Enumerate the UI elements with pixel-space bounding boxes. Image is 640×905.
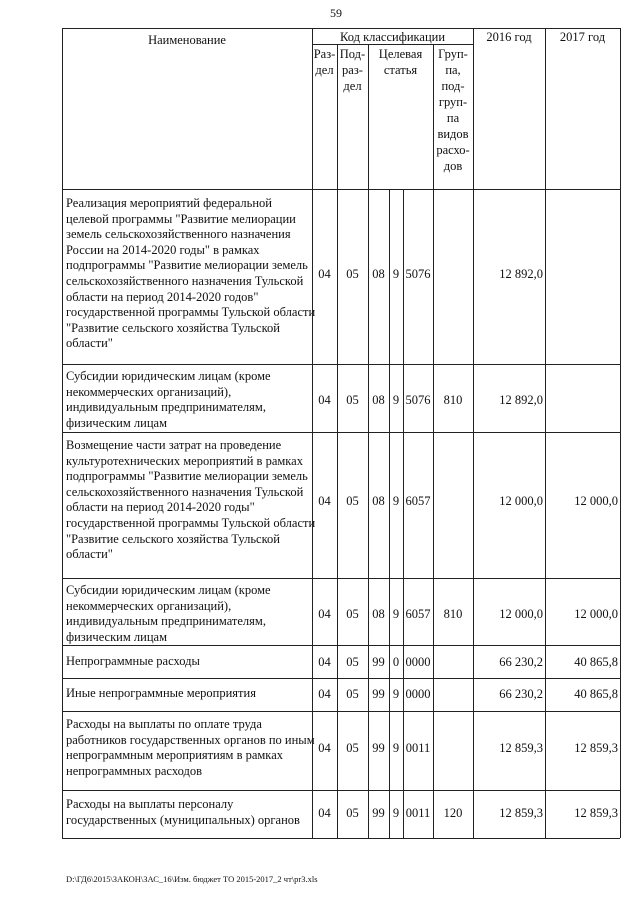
cell-vid-rashodov: 810 (443, 393, 463, 407)
cell-amount-2016: 66 230,2 (499, 687, 543, 701)
cell-celevaya-direction: 0000 (405, 655, 431, 669)
cell-celevaya-sub: 0 (392, 655, 400, 669)
cell-celevaya-program: 08 (372, 393, 385, 407)
cell-vid-rashodov: 810 (443, 607, 463, 621)
row-name: Расходы на выплаты по оплате труда работников государственных органов по иным непрограммным мероприятиям в рамках непрограммных расходов (66, 717, 315, 778)
cell-amount-2016: 12 000,0 (499, 607, 543, 621)
table-rule (62, 189, 620, 190)
table-rule (337, 44, 338, 838)
header-code: Код классификации (339, 30, 446, 44)
cell-amount-2016: 12 859,3 (499, 806, 543, 820)
row-name: Реализация мероприятий федеральной целевой программы "Развитие мелиорации земель сельскохозяйственного назначения России на 2014-2020 годы" в рамках подпрограммы "Развитие мелиорации земель сельскохозяйственного назначения Тульской области на период 2014-2020 годов" государственной программы Тульской области "Развитие сельского хозяйства Тульской области" (66, 196, 316, 351)
header-podrazdel-2: раз- (342, 63, 363, 77)
header-podrazdel-3: дел (343, 79, 362, 93)
cell-celevaya-program: 99 (372, 741, 385, 755)
row-name: Субсидии юридическим лицам (кроме некоммерческих организаций), индивидуальным предпринимателям, физическим лицам (66, 369, 271, 430)
page-number: 59 (330, 6, 342, 20)
cell-celevaya-direction: 0011 (405, 741, 431, 755)
header-gruppa-6: видов (437, 127, 469, 141)
cell-celevaya-direction: 5076 (405, 267, 431, 281)
cell-celevaya-direction: 0011 (405, 806, 431, 820)
cell-podrazdel: 05 (346, 393, 359, 407)
header-gruppa-8: дов (443, 159, 463, 173)
cell-celevaya-direction: 6057 (405, 493, 431, 508)
table-rule (62, 711, 620, 712)
header-gruppa-3: под- (441, 79, 465, 93)
header-razdel-2: дел (315, 63, 334, 77)
table-rule (433, 44, 434, 838)
cell-razdel: 04 (318, 655, 331, 669)
table-rule (62, 838, 620, 839)
cell-podrazdel: 05 (346, 687, 359, 701)
header-gruppa-2: па, (445, 63, 461, 77)
header-podrazdel-1: Под- (339, 47, 366, 61)
table-rule (62, 678, 620, 679)
cell-celevaya-direction: 0000 (405, 687, 431, 701)
cell-vid-rashodov: 120 (443, 806, 463, 820)
cell-celevaya-sub: 9 (392, 687, 400, 701)
cell-razdel: 04 (318, 741, 331, 755)
table-rule (62, 28, 620, 29)
cell-celevaya-sub: 9 (392, 741, 400, 755)
cell-podrazdel: 05 (346, 267, 359, 281)
cell-amount-2016: 12 892,0 (499, 393, 543, 407)
row-name: Субсидии юридическим лицам (кроме некоммерческих организаций), индивидуальным предпринимателям, физическим лицам (66, 583, 271, 644)
cell-razdel: 04 (318, 607, 331, 621)
cell-amount-2017: 12 859,3 (574, 741, 618, 755)
cell-podrazdel: 05 (346, 806, 359, 820)
row-name: Возмещение части затрат на проведение культуротехнических мероприятий в рамках подпрограммы "Развитие мелиорации земель сельскохозяйственного назначения Тульской области на период 2014-2020 годы" государственной программы Тульской области "Развитие сельского хозяйства Тульской области" (66, 438, 316, 562)
header-celevaya-2: статья (383, 63, 418, 77)
table-rule (62, 364, 620, 365)
header-celevaya-1: Целевая (378, 47, 423, 61)
cell-razdel: 04 (318, 687, 331, 701)
cell-celevaya-program: 99 (372, 687, 385, 701)
cell-celevaya-program: 99 (372, 655, 385, 669)
cell-amount-2017: 12 859,3 (574, 806, 618, 820)
header-gruppa-5: па (446, 111, 460, 125)
cell-celevaya-program: 08 (372, 493, 385, 508)
row-name: Иные непрограммные мероприятия (66, 686, 256, 700)
row-name: Расходы на выплаты персоналу государственных (муниципальных) органов (66, 797, 300, 827)
file-path-footer: D:\ГД6\2015\ЗАКОН\ЗАС_16\Изм. бюджет ТО 2015-2017_2 чт\pr3.xls (66, 874, 318, 884)
cell-amount-2016: 12 000,0 (499, 493, 543, 508)
cell-razdel: 04 (318, 493, 331, 508)
header-year-2017: 2017 год (559, 30, 606, 44)
header-name: Наименование (148, 33, 226, 47)
cell-celevaya-sub: 9 (392, 806, 400, 820)
cell-podrazdel: 05 (346, 493, 359, 508)
cell-celevaya-direction: 6057 (405, 607, 431, 621)
cell-celevaya-program: 08 (372, 607, 385, 621)
cell-amount-2016: 12 859,3 (499, 741, 543, 755)
table-rule (620, 28, 621, 838)
table-rule (62, 432, 620, 433)
cell-amount-2017: 40 865,8 (574, 687, 618, 701)
cell-celevaya-sub: 9 (392, 393, 400, 407)
cell-amount-2017: 40 865,8 (574, 655, 618, 669)
table-rule (62, 578, 620, 579)
table-rule (62, 28, 63, 838)
cell-razdel: 04 (318, 393, 331, 407)
table-rule (545, 28, 546, 838)
cell-razdel: 04 (318, 806, 331, 820)
cell-celevaya-program: 08 (372, 267, 385, 281)
cell-podrazdel: 05 (346, 741, 359, 755)
cell-podrazdel: 05 (346, 607, 359, 621)
cell-amount-2017: 12 000,0 (574, 607, 618, 621)
cell-celevaya-sub: 9 (392, 607, 400, 621)
row-name: Непрограммные расходы (66, 654, 200, 668)
header-year-2016: 2016 год (486, 30, 532, 44)
cell-celevaya-sub: 9 (392, 493, 400, 508)
cell-amount-2016: 12 892,0 (499, 267, 543, 281)
table-rule (473, 28, 474, 838)
cell-celevaya-direction: 5076 (405, 393, 431, 407)
header-gruppa-4: груп- (438, 95, 468, 109)
cell-celevaya-sub: 9 (392, 267, 400, 281)
header-gruppa-7: расхо- (436, 143, 470, 157)
cell-podrazdel: 05 (346, 655, 359, 669)
cell-celevaya-program: 99 (372, 806, 385, 820)
table-rule (62, 790, 620, 791)
cell-razdel: 04 (318, 267, 331, 281)
table-rule (368, 44, 369, 838)
header-gruppa-1: Груп- (438, 47, 468, 61)
header-razdel-1: Раз- (313, 47, 336, 61)
cell-amount-2017: 12 000,0 (574, 493, 618, 508)
cell-amount-2016: 66 230,2 (499, 655, 543, 669)
